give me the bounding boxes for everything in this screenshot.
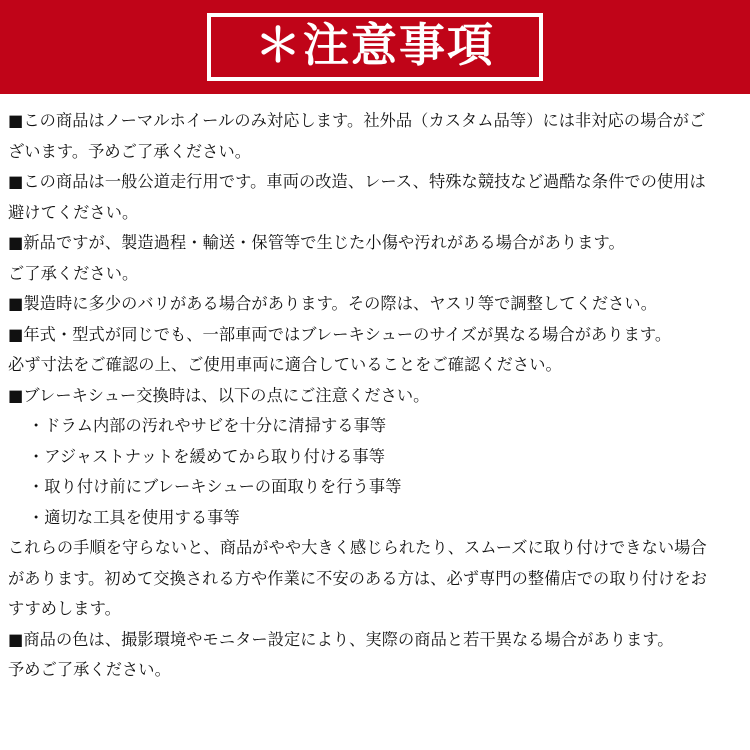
notice-line: 必ず寸法をご確認の上、ご使用車両に適合していることをご確認ください。 (8, 355, 562, 374)
notice-line: すすめします。 (8, 599, 121, 618)
notice-header-frame (207, 13, 543, 81)
notice-line: ■新品ですが、製造過程・輸送・保管等で生じた小傷や汚れがある場合があります。 (8, 233, 625, 252)
notice-line: 避けてください。 (8, 202, 139, 222)
notice-line: があります。初めて交換される方や作業に不安のある方は、必ず専門の整備店での取り付けをお (8, 568, 708, 588)
notice-header-banner (0, 0, 750, 94)
notice-sub-item: ・取り付け前にブレーキシューの面取りを行う事等 (28, 477, 402, 496)
notice-line: ご了承ください。 (8, 263, 139, 283)
notice-line: これらの手順を守らないと、商品がやや大きく感じられたり、スムーズに取り付けできない場合 (8, 538, 707, 557)
notice-line: ■この商品はノーマルホイールのみ対応します。社外品（カスタム品等）には非対応の場合がご (8, 111, 706, 130)
notice-line: ■ブレーキシュー交換時は、以下の点にご注意ください。 (8, 385, 430, 405)
notice-body (0, 94, 750, 686)
notice-line: ざいます。予めご了承ください。 (8, 141, 252, 161)
page-title: ＊注意事項 (255, 17, 495, 72)
notice-sub-item: ・アジャストナットを緩めてから取り付ける事等 (28, 446, 386, 466)
notice-line: ■商品の色は、撮影環境やモニター設定により、実際の商品と若干異なる場合があります。 (8, 629, 674, 649)
notice-line: 予めご了承ください。 (8, 660, 171, 679)
notice-sub-item: ・ドラム内部の汚れやサビを十分に清掃する事等 (28, 416, 387, 435)
notice-sub-item: ・適切な工具を使用する事等 (28, 507, 240, 527)
notice-line: ■製造時に多少のバリがある場合があります。その際は、ヤスリ等で調整してください。 (8, 294, 657, 313)
notice-line: ■この商品は一般公道走行用です。車両の改造、レース、特殊な競技など過酷な条件での使用は (8, 172, 706, 191)
notice-line: ■年式・型式が同じでも、一部車両ではブレーキシューのサイズが異なる場合があります。 (8, 324, 672, 344)
